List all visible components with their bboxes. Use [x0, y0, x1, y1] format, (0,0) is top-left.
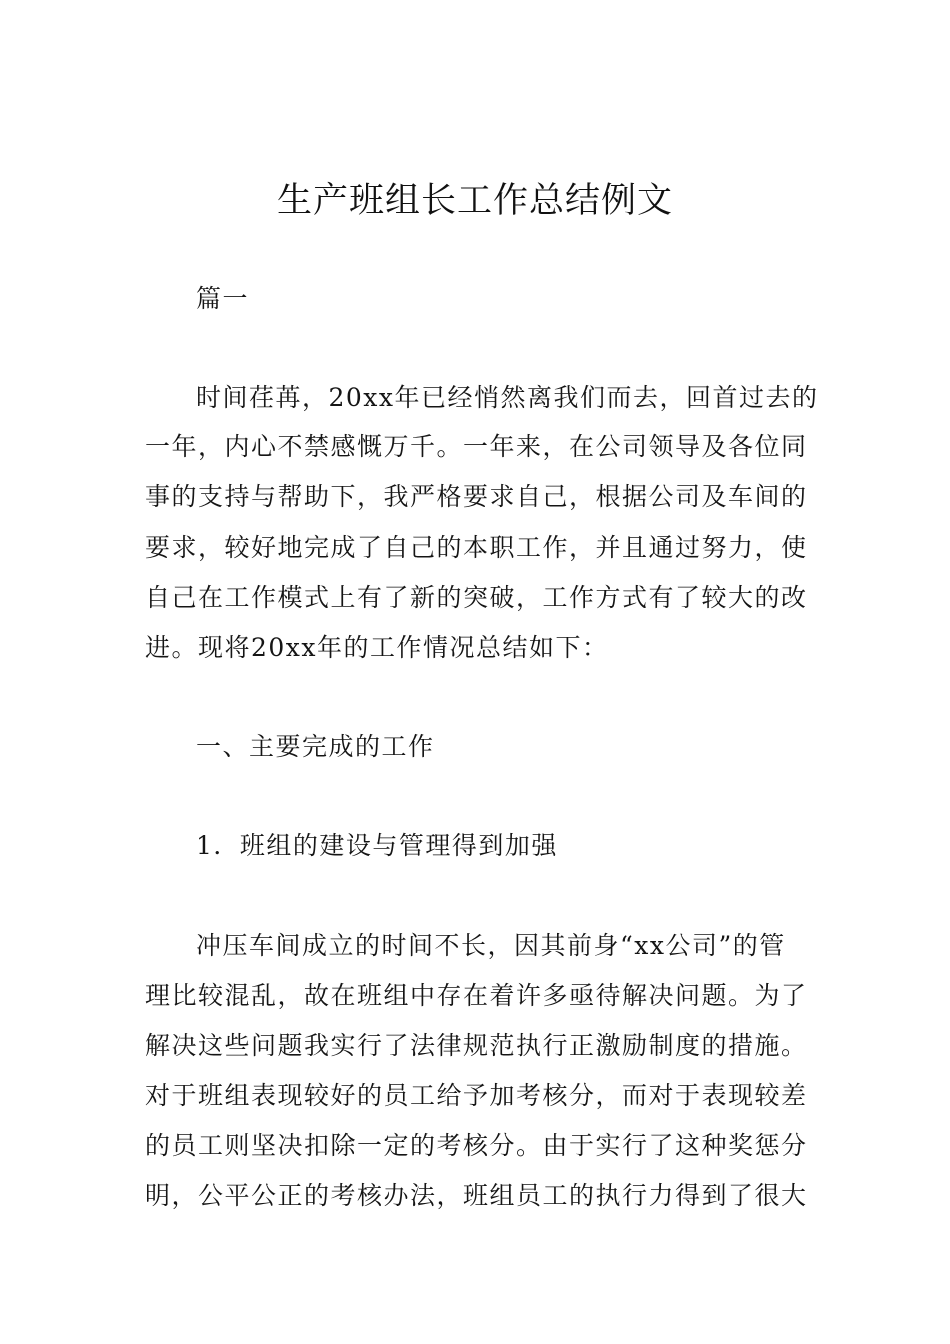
- paragraph-line: 自己在工作模式上有了新的突破，工作方式有了较大的改: [145, 583, 808, 612]
- paragraph-line: 理比较混乱，故在班组中存在着许多亟待解决问题。为了: [145, 981, 808, 1010]
- paragraph-line: 明，公平公正的考核办法，班组员工的执行力得到了很大: [145, 1181, 808, 1210]
- paragraph-line: 时间荏苒，20xx年已经悄然离我们而去，回首过去的: [196, 383, 819, 412]
- paragraph-line: 要求，较好地完成了自己的本职工作，并且通过努力，使: [145, 533, 808, 562]
- subsection-heading: 1．班组的建设与管理得到加强: [196, 831, 558, 860]
- section-heading: 一、主要完成的工作: [196, 732, 435, 761]
- paragraph-line: 解决这些问题我实行了法律规范执行正激励制度的措施。: [145, 1031, 808, 1060]
- paragraph-line: 进。现将20xx年的工作情况总结如下：: [145, 633, 609, 662]
- paragraph-line: 的员工则坚决扣除一定的考核分。由于实行了这种奖惩分: [145, 1131, 808, 1160]
- document-title: 生产班组长工作总结例文: [276, 181, 673, 221]
- paragraph-line: 一年，内心不禁感慨万千。一年来，在公司领导及各位同: [145, 432, 808, 461]
- paragraph-line: 事的支持与帮助下，我严格要求自己，根据公司及车间的: [145, 482, 808, 511]
- paragraph-line: 对于班组表现较好的员工给予加考核分，而对于表现较差: [145, 1081, 808, 1110]
- section-label: 篇一: [196, 284, 250, 313]
- paragraph-line: 冲压车间成立的时间不长，因其前身“xx公司”的管: [196, 931, 786, 960]
